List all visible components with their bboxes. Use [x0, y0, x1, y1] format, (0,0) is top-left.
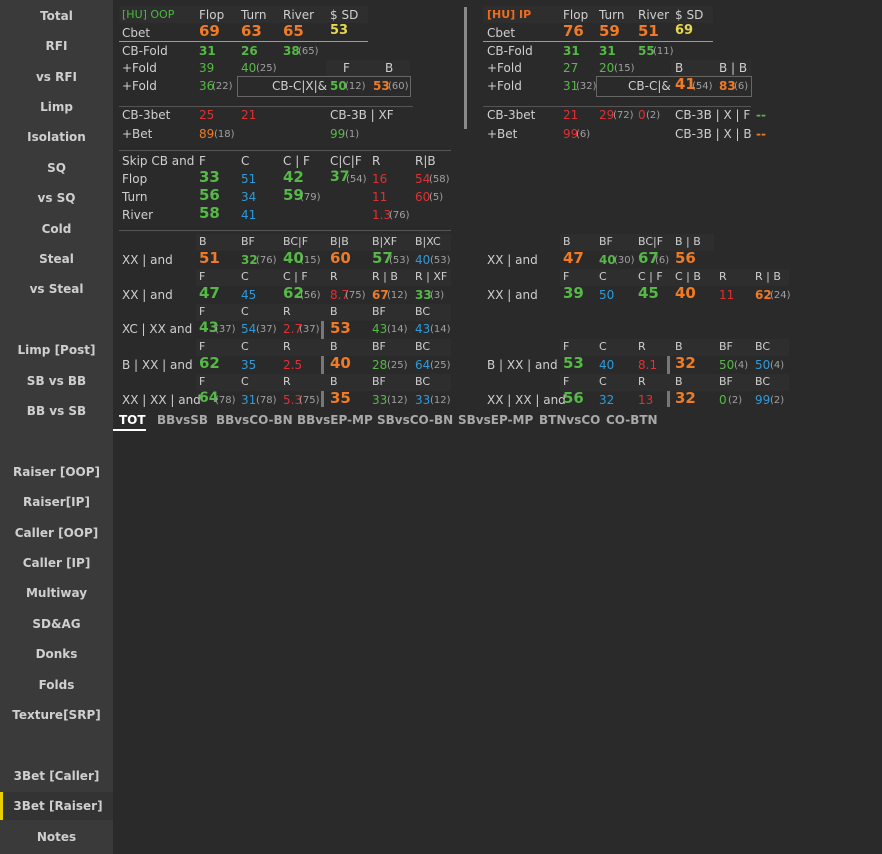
- tab-bbvssb[interactable]: BBvsSB: [157, 413, 209, 427]
- oop-xx1-h3: B|B: [330, 235, 349, 248]
- oop-skip-river-r: 1.3: [372, 208, 392, 222]
- tab-bbvsep-mp[interactable]: BBvsEP-MP: [297, 413, 373, 427]
- oop-cb3bet-flop: 25: [199, 108, 215, 122]
- oop-xx2-rxf-sub: (3): [430, 290, 445, 301]
- oop-xxxx-h1: C: [241, 375, 249, 388]
- sidebar-item-donks[interactable]: Donks: [35, 647, 78, 661]
- sidebar-item-sd-ag[interactable]: SD&AG: [32, 617, 81, 631]
- ip-cbc-bb-sub: (6): [734, 81, 749, 92]
- oop-skip-header-rb: R|B: [415, 154, 436, 168]
- oop-bxx-bf: 28: [372, 358, 388, 372]
- oop-skip-river-c: 41: [241, 208, 257, 222]
- ip-xxxx-h2: R: [638, 375, 646, 388]
- oop-xxxx-bf-sub: (12): [387, 395, 408, 406]
- ip-bxx-r: 8.1: [638, 358, 658, 372]
- oop-skip-river-label: River: [122, 208, 154, 222]
- ip-xx1-bf: 40: [599, 253, 616, 267]
- ip-cbc-header-b: B: [675, 61, 684, 75]
- ip-header-flop: Flop: [563, 8, 589, 22]
- oop-xx1-h5: B|XC: [415, 235, 441, 248]
- oop-cb3bet-turn: 21: [241, 108, 257, 122]
- tab-co-btn[interactable]: CO-BTN: [606, 413, 658, 427]
- oop-skip-flop-f: 33: [199, 168, 220, 186]
- oop-plusbet-flop: 89: [199, 127, 215, 141]
- ip-xxxx-bf-sub: (2): [728, 395, 743, 406]
- ip-xx2-h2: C | F: [638, 270, 663, 283]
- ip-xxxx-r: 13: [638, 393, 654, 407]
- ip-xxxx-h5: BC: [755, 375, 771, 388]
- ip-plusbet-sub: (6): [576, 129, 591, 140]
- oop-cbet-turn: 63: [241, 22, 262, 40]
- ip-bxx-h2: R: [638, 340, 646, 353]
- ip-plusfold-turn: 20: [599, 61, 615, 75]
- oop-plusfold-turn: 40: [241, 61, 257, 75]
- ip-bxx-f: 53: [563, 354, 584, 372]
- oop-bxx-h0: F: [199, 340, 206, 353]
- ip-cbfold-flop: 31: [563, 44, 580, 58]
- ip-xxxx-b: 32: [675, 389, 696, 407]
- sidebar-item-3bet-raiser[interactable]: 3Bet [Raiser]: [0, 792, 113, 820]
- oop-xc-bc: 43: [415, 322, 431, 336]
- oop-skip-header-r: R: [372, 154, 381, 168]
- ip-cb3bet-river-sub: (2): [646, 110, 661, 121]
- ip-xx1-b: 47: [563, 249, 584, 267]
- ip-cbfold-label: CB-Fold: [487, 44, 533, 58]
- oop-skip-label: Skip CB and: [122, 154, 195, 168]
- sidebar-item-texture-srp[interactable]: Texture[SRP]: [12, 708, 101, 722]
- ip-plusbet-label: +Bet: [487, 127, 518, 141]
- oop-xc-h0: F: [199, 305, 206, 318]
- oop-cb3bet-label: CB-3bet: [122, 108, 171, 122]
- oop-xx1-h1: BF: [241, 235, 255, 248]
- oop-xx2-h0: F: [199, 270, 206, 283]
- oop-xxxx-h3: B: [330, 375, 338, 388]
- oop-xc-bf: 43: [372, 322, 388, 336]
- oop-xx2-c: 45: [241, 288, 257, 302]
- oop-xx2-cf-sub: (56): [300, 290, 321, 301]
- ip-xx2-h0: F: [563, 270, 570, 283]
- oop-xc-r-sub: (37): [299, 324, 320, 335]
- oop-xx1-h2: BC|F: [283, 235, 309, 248]
- oop-xxxx-bc: 33: [415, 393, 431, 407]
- ip-xx2-cf: 45: [638, 284, 659, 302]
- oop-cbcxx-header-b: B: [385, 61, 394, 75]
- sidebar-item-rfi[interactable]: RFI: [45, 39, 68, 53]
- oop-plusbet-sub: (18): [214, 129, 235, 140]
- oop-xx1-bcf-sub: (15): [300, 255, 321, 266]
- ip-xx2-c: 50: [599, 288, 615, 302]
- sidebar-item-multiway[interactable]: Multiway: [25, 586, 88, 600]
- ip-xx2-h5: R | B: [755, 270, 781, 283]
- sidebar-item-sb-vs-bb[interactable]: SB vs BB: [26, 374, 87, 388]
- oop-skip-flop-label: Flop: [122, 172, 148, 186]
- oop-skip-turn-label: Turn: [122, 190, 148, 204]
- ip-cb3bet-label: CB-3bet: [487, 108, 536, 122]
- active-tab-underline: [113, 429, 146, 431]
- oop-bxx-h5: BC: [415, 340, 431, 353]
- ip-xxxx-bc-sub: (2): [770, 395, 785, 406]
- oop-xxxx-r-sub: (75): [299, 395, 320, 406]
- oop-xx2-r: 8.7: [330, 288, 350, 302]
- ip-bxx-h0: F: [563, 340, 570, 353]
- oop-xx1-bcf: 40: [283, 249, 304, 267]
- ip-xxxx-h3: B: [675, 375, 683, 388]
- sidebar-item-folds[interactable]: Folds: [38, 678, 75, 692]
- ip-cbfold-river: 55: [638, 44, 655, 58]
- oop-xx1-bb: 60: [330, 249, 351, 267]
- oop-cb3bxf-sub: (1): [345, 129, 360, 140]
- sidebar-item-raiser-oop[interactable]: Raiser [OOP]: [13, 465, 100, 479]
- oop-cbcxx-header-f: F: [343, 61, 350, 75]
- oop-bxx-c: 35: [241, 358, 257, 372]
- oop-skip-flop-ccf-sub: (54): [346, 174, 367, 185]
- ip-cbet-flop: 76: [563, 22, 584, 40]
- oop-cbfold-label: CB-Fold: [122, 44, 168, 58]
- oop-xx1-h0: B: [199, 235, 207, 248]
- oop-skip-turn-f: 56: [199, 186, 220, 204]
- oop-plusfold2-sub: (22): [212, 81, 233, 92]
- oop-xx2-rxf: 33: [415, 288, 432, 302]
- ip-bxx-c: 40: [599, 358, 615, 372]
- ip-xx2-label: XX | and: [487, 288, 538, 302]
- oop-xx1-bxc-sub: (53): [430, 255, 451, 266]
- tab-sbvsco-bn[interactable]: SBvsCO-BN: [377, 413, 454, 427]
- oop-xc-c: 54: [241, 322, 257, 336]
- oop-skip-river-r-sub: (76): [389, 210, 410, 221]
- oop-skip-flop-cf: 42: [283, 168, 304, 186]
- sidebar-item-3bet-caller[interactable]: 3Bet [Caller]: [13, 769, 100, 783]
- oop-skip-flop-r: 16: [372, 172, 388, 186]
- oop-cbcxx-f: 50: [330, 79, 347, 93]
- oop-xx1-bf-sub: (76): [256, 255, 277, 266]
- sidebar-item-vs-rfi[interactable]: vs RFI: [35, 70, 78, 84]
- ip-xx2-rb: 62: [755, 288, 772, 302]
- sidebar: [0, 0, 113, 854]
- ip-xx2-f: 39: [563, 284, 584, 302]
- oop-cbcxx-f-sub: (12): [345, 81, 366, 92]
- ip-plusbet-flop: 99: [563, 127, 579, 141]
- ip-header-sd: $ SD: [675, 8, 704, 22]
- oop-xxxx-r: 5.3: [283, 393, 303, 407]
- ip-cb3bet-turn-sub: (72): [613, 110, 634, 121]
- ip-cbc-b-sub: (54): [692, 81, 713, 92]
- oop-xc-h2: R: [283, 305, 291, 318]
- oop-skip-header-f: F: [199, 154, 206, 168]
- ip-cb3bet-turn: 29: [599, 108, 615, 122]
- ip-xxxx-h1: C: [599, 375, 607, 388]
- ip-plusfold-label: +Fold: [487, 61, 522, 75]
- sidebar-item-vs-steal[interactable]: vs Steal: [29, 282, 84, 296]
- oop-header-sd: $ SD: [330, 8, 359, 22]
- oop-header-river: River: [283, 8, 315, 22]
- oop-skip-river-f: 58: [199, 204, 220, 222]
- ip-cb3bxf-label: CB-3B | X | F: [675, 108, 751, 122]
- oop-xx1-bxf: 57: [372, 249, 393, 267]
- oop-bxx-h1: C: [241, 340, 249, 353]
- ip-cb3bxf-value: --: [756, 108, 766, 122]
- oop-plusfold-turn-sub: (25): [256, 63, 277, 74]
- oop-cbcxx-label: CB-C|X|&: [272, 79, 327, 93]
- ip-bxx-label: B | XX | and: [487, 358, 558, 372]
- oop-bxx-bc-sub: (25): [430, 360, 451, 371]
- ip-xxxx-h4: BF: [719, 375, 733, 388]
- oop-xx1-h4: B|XF: [372, 235, 398, 248]
- sidebar-item-caller-oop[interactable]: Caller [OOP]: [14, 526, 99, 540]
- ip-xx1-h1: BF: [599, 235, 613, 248]
- oop-xxxx-f: 64: [199, 390, 219, 406]
- ip-xx2-cb: 40: [675, 284, 696, 302]
- oop-xxxx-bc-sub: (12): [430, 395, 451, 406]
- tab-btnvsco[interactable]: BTNvsCO: [539, 413, 601, 427]
- oop-xc-h3: B: [330, 305, 338, 318]
- ip-bxx-bf: 50: [719, 358, 735, 372]
- sidebar-item-limp[interactable]: Limp: [40, 100, 73, 114]
- oop-xxxx-h2: R: [283, 375, 291, 388]
- ip-cbc-header-bb: B | B: [719, 61, 748, 75]
- ip-xx2-rb-sub: (24): [770, 290, 791, 301]
- oop-xc-h1: C: [241, 305, 249, 318]
- ip-cb3bet-flop: 21: [563, 108, 579, 122]
- oop-xx1-label: XX | and: [122, 253, 173, 267]
- sidebar-item-caller-ip[interactable]: Caller [IP]: [22, 556, 91, 570]
- oop-xc-label: XC | XX and: [122, 322, 193, 336]
- oop-xxxx-c: 31: [241, 393, 257, 407]
- ip-xxxx-h0: F: [563, 375, 570, 388]
- ip-plusfold2-label: +Fold: [487, 79, 522, 93]
- oop-skip-header-cf: C | F: [283, 154, 310, 168]
- oop-xc-bf-sub: (14): [387, 324, 408, 335]
- tab-bbvsco-bn[interactable]: BBvsCO-BN: [216, 413, 293, 427]
- ip-bxx-bc-sub: (4): [770, 360, 785, 371]
- ip-header-turn: Turn: [599, 8, 625, 22]
- sidebar-item-limp-post[interactable]: Limp [Post]: [17, 343, 96, 357]
- oop-bxx-h4: BF: [372, 340, 386, 353]
- ip-xx1-h2: BC|F: [638, 235, 664, 248]
- ip-bxx-bc: 50: [755, 358, 771, 372]
- ip-cbet-river: 51: [638, 22, 659, 40]
- ip-cbc-b: 41: [675, 75, 696, 93]
- ip-tag: [HU] IP: [487, 8, 532, 21]
- oop-bxx-label: B | XX | and: [122, 358, 193, 372]
- sidebar-item-isolation[interactable]: Isolation: [27, 130, 86, 144]
- oop-skip-flop-rb-sub: (58): [429, 174, 450, 185]
- sidebar-item-notes[interactable]: Notes: [36, 830, 77, 844]
- ip-bxx-h4: BF: [719, 340, 733, 353]
- ip-cbfold-turn: 31: [599, 44, 616, 58]
- oop-xxxx-h5: BC: [415, 375, 431, 388]
- oop-header-flop: Flop: [199, 8, 225, 22]
- oop-xx1-b: 51: [199, 249, 220, 267]
- ip-xx2-h3: C | B: [675, 270, 701, 283]
- ip-cb3bet-river: 0: [638, 108, 646, 122]
- oop-skip-turn-cf: 59: [283, 186, 304, 204]
- oop-skip-header-ccf: C|C|F: [330, 154, 362, 168]
- oop-cbet-label: Cbet: [122, 26, 151, 40]
- oop-xx2-cf: 62: [283, 284, 304, 302]
- ip-cb3bxb-label: CB-3B | X | B: [675, 127, 752, 141]
- oop-xx2-label: XX | and: [122, 288, 173, 302]
- oop-skip-flop-ccf: 37: [330, 169, 350, 185]
- oop-cbfold-turn: 26: [241, 44, 258, 58]
- oop-xxxx-c-sub: (78): [256, 395, 277, 406]
- sidebar-item-total[interactable]: Total: [40, 9, 73, 23]
- ip-xx1-bcf-sub: (6): [655, 255, 670, 266]
- oop-xc-bc-sub: (14): [430, 324, 451, 335]
- sidebar-item-cold[interactable]: Cold: [41, 222, 72, 236]
- ip-plusfold2-sub: (32): [576, 81, 597, 92]
- tab-tot[interactable]: TOT: [119, 413, 146, 427]
- ip-plusfold-flop: 27: [563, 61, 579, 75]
- sidebar-item-bb-vs-sb[interactable]: BB vs SB: [26, 404, 87, 418]
- oop-header-turn: Turn: [241, 8, 267, 22]
- oop-xxxx-label: XX | XX | and: [122, 393, 201, 407]
- ip-plusfold-turn-sub: (15): [614, 63, 635, 74]
- oop-xc-f-sub: (37): [215, 324, 236, 335]
- oop-xc-h5: BC: [415, 305, 431, 318]
- ip-xxxx-f: 56: [563, 389, 584, 407]
- oop-bxx-b: 40: [330, 354, 351, 372]
- oop-plusfold-flop: 39: [199, 61, 215, 75]
- oop-cbfold-flop: 31: [199, 44, 216, 58]
- ip-xxxx-c: 32: [599, 393, 615, 407]
- oop-xc-h4: BF: [372, 305, 386, 318]
- ip-cbfold-river-sub: (11): [653, 46, 674, 57]
- oop-bxx-h2: R: [283, 340, 291, 353]
- ip-xxxx-label: XX | XX | and: [487, 393, 566, 407]
- ip-bxx-h1: C: [599, 340, 607, 353]
- oop-plusfold2-flop: 36: [199, 79, 215, 93]
- oop-xc-r: 2.7: [283, 322, 303, 336]
- oop-bxx-h3: B: [330, 340, 338, 353]
- oop-plusbet-label: +Bet: [122, 127, 153, 141]
- ip-xx1-bb: 56: [675, 249, 696, 267]
- ip-cb3bxb-value: --: [756, 127, 766, 141]
- ip-xxxx-bf: 0: [719, 393, 727, 407]
- oop-xxxx-h0: F: [199, 375, 206, 388]
- oop-cb3bxf-label: CB-3B | XF: [330, 108, 394, 122]
- oop-cb3bxf-value: 99: [330, 127, 346, 141]
- oop-xc-f: 43: [199, 320, 219, 336]
- ip-bxx-h3: B: [675, 340, 683, 353]
- oop-cbfold-river: 38: [283, 44, 300, 58]
- oop-skip-turn-r: 11: [372, 190, 388, 204]
- ip-xx2-r: 11: [719, 288, 735, 302]
- ip-bxx-b: 32: [675, 354, 696, 372]
- ip-xx2-h4: R: [719, 270, 727, 283]
- ip-cbet-label: Cbet: [487, 26, 516, 40]
- oop-tag: [HU] OOP: [122, 8, 175, 21]
- ip-xx2-h1: C: [599, 270, 607, 283]
- tab-sbvsep-mp[interactable]: SBvsEP-MP: [458, 413, 534, 427]
- oop-skip-header-c: C: [241, 154, 250, 168]
- oop-cbfold-river-sub: (65): [298, 46, 319, 57]
- oop-xx2-h5: R | XF: [415, 270, 448, 283]
- oop-xx2-r-sub: (75): [345, 290, 366, 301]
- ip-xxxx-bc: 99: [755, 393, 771, 407]
- oop-skip-turn-rb: 60: [415, 190, 431, 204]
- oop-skip-turn-cf-sub: (79): [300, 192, 321, 203]
- oop-xx1-bf: 32: [241, 253, 258, 267]
- oop-plusfold-label: +Fold: [122, 61, 157, 75]
- oop-xx2-h3: R: [330, 270, 338, 283]
- panel-divider: [464, 7, 467, 129]
- oop-xxxx-h4: BF: [372, 375, 386, 388]
- ip-cbet-turn: 59: [599, 22, 620, 40]
- oop-xx2-h1: C: [241, 270, 249, 283]
- ip-plusfold2-flop: 31: [563, 79, 579, 93]
- sidebar-item-sq[interactable]: SQ: [47, 161, 66, 175]
- oop-xc-c-sub: (37): [256, 324, 277, 335]
- oop-xx1-bxc: 40: [415, 253, 431, 267]
- ip-header-river: River: [638, 8, 670, 22]
- ip-xx1-bf-sub: (30): [614, 255, 635, 266]
- oop-bxx-bf-sub: (25): [387, 360, 408, 371]
- oop-xx2-f: 47: [199, 284, 220, 302]
- ip-cbc-bb: 83: [719, 79, 736, 93]
- oop-xx2-h4: R | B: [372, 270, 398, 283]
- oop-xc-b: 53: [330, 319, 351, 337]
- ip-bxx-bf-sub: (4): [734, 360, 749, 371]
- oop-cbet-sd: 53: [330, 23, 349, 38]
- ip-cbc-label: CB-C|&: [628, 79, 671, 93]
- sidebar-item-raiser-ip[interactable]: Raiser[IP]: [23, 495, 90, 509]
- oop-cbcxx-b: 53: [373, 79, 390, 93]
- oop-cbet-river: 65: [283, 22, 304, 40]
- ip-xx1-h3: B | B: [675, 235, 701, 248]
- oop-xx2-rb: 67: [372, 288, 389, 302]
- oop-xxxx-bf: 33: [372, 393, 388, 407]
- oop-plusfold2-label: +Fold: [122, 79, 157, 93]
- ip-xx1-label: XX | and: [487, 253, 538, 267]
- oop-xxxx-b: 35: [330, 389, 351, 407]
- oop-skip-turn-rb-sub: (5): [429, 192, 444, 203]
- oop-bxx-bc: 64: [415, 358, 431, 372]
- oop-cbet-flop: 69: [199, 22, 220, 40]
- oop-skip-flop-c: 51: [241, 172, 257, 186]
- oop-skip-flop-rb: 54: [415, 172, 431, 186]
- sidebar-item-steal[interactable]: Steal: [39, 252, 74, 266]
- oop-cbcxx-b-sub: (60): [388, 81, 409, 92]
- oop-bxx-f: 62: [199, 354, 220, 372]
- ip-cbet-sd: 69: [675, 23, 694, 38]
- oop-bxx-r: 2.5: [283, 358, 303, 372]
- oop-skip-turn-c: 34: [241, 190, 257, 204]
- oop-xx1-bxf-sub: (53): [389, 255, 410, 266]
- ip-xx1-h0: B: [563, 235, 571, 248]
- ip-xx1-bcf: 67: [638, 249, 659, 267]
- ip-bxx-h5: BC: [755, 340, 771, 353]
- oop-xx2-h2: C | F: [283, 270, 308, 283]
- sidebar-item-vs-sq[interactable]: vs SQ: [37, 191, 76, 205]
- oop-xxxx-f-sub: (78): [215, 395, 236, 406]
- oop-xx2-rb-sub: (12): [387, 290, 408, 301]
